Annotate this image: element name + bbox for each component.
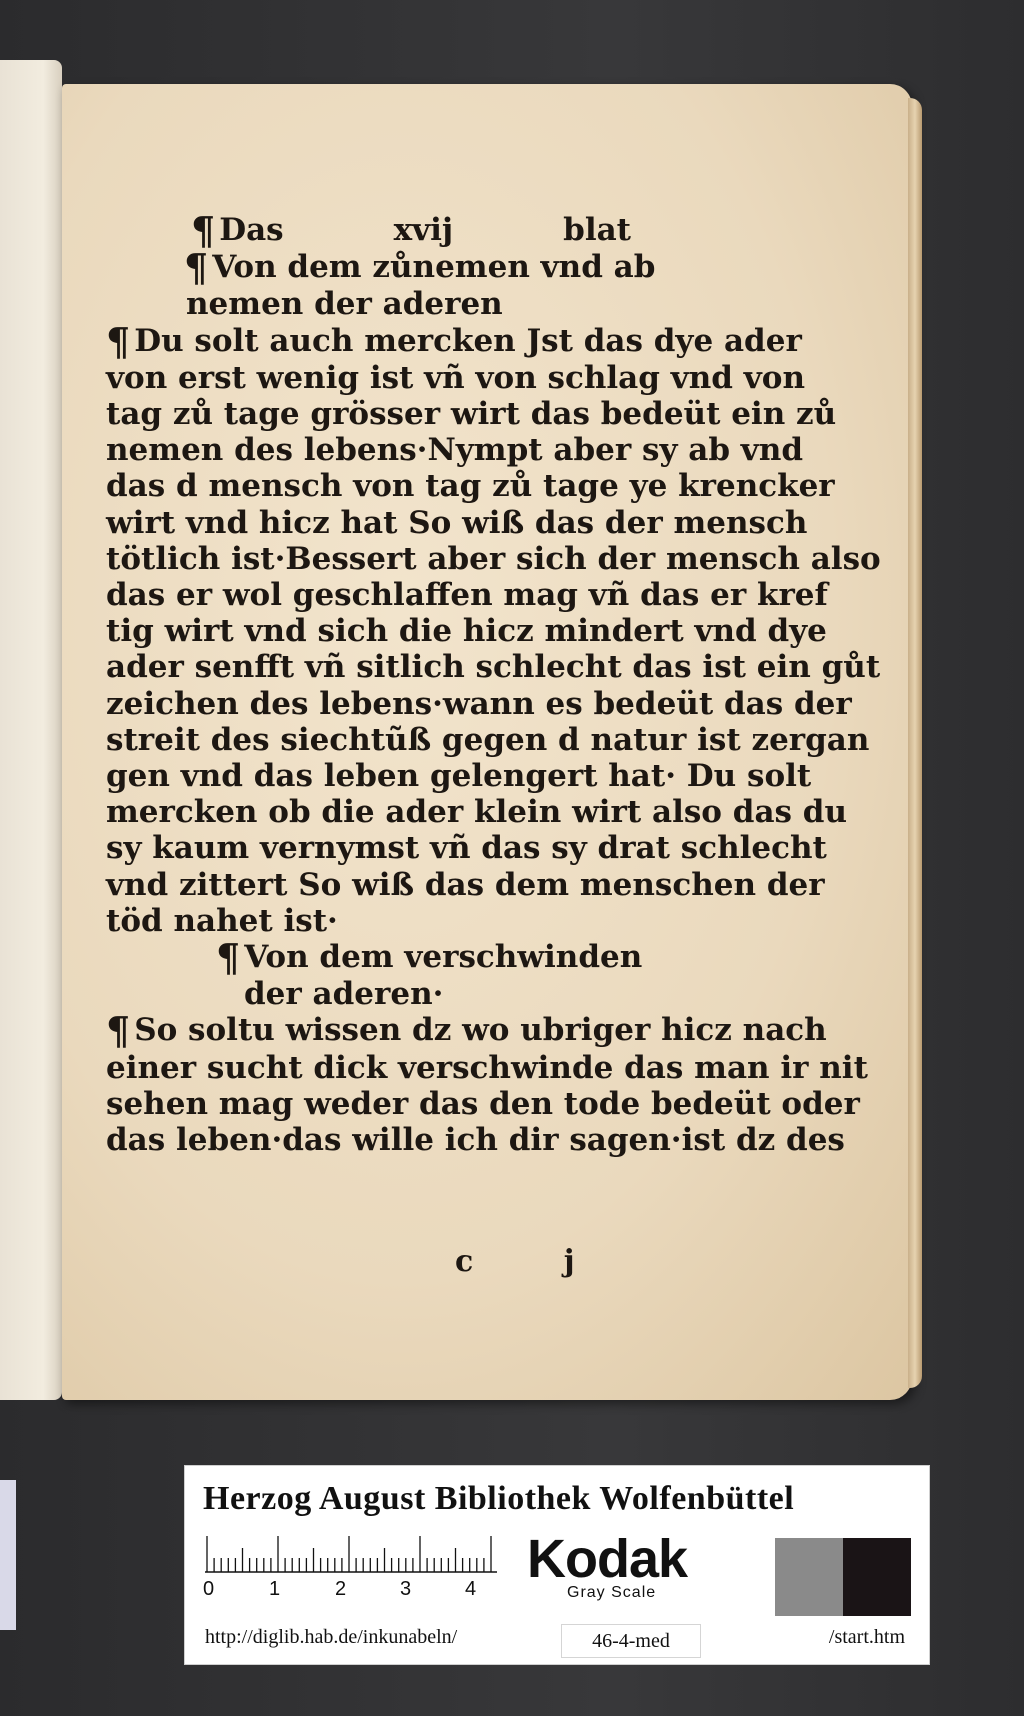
ruler-number: 3 <box>400 1578 412 1600</box>
text-line: tötlich ist·Bessert aber sich der mensch also <box>106 540 881 577</box>
text-line: ¶ So soltu wissen dz wo ubriger hicz nach <box>106 1008 827 1054</box>
kodak-logo: Kodak <box>527 1529 688 1589</box>
text-line: zeichen des lebens·wann es bedeüt das der <box>106 685 852 722</box>
folio-number: xvij <box>393 212 454 248</box>
pilcrow-icon: ¶ <box>216 935 241 981</box>
text-line: ¶ Du solt auch mercken Jst das dye ader <box>106 318 802 364</box>
text-line: sehen mag weder das den tode bedeüt oder <box>106 1085 860 1122</box>
text-line: streit des siechtũß gegen d natur ist zergan <box>106 721 870 758</box>
heading-line: ¶ Von dem zůnemen vnd ab <box>184 245 656 291</box>
text-line: wirt vnd hicz hat So wiß das der mensch <box>106 504 808 541</box>
start-page-path: /start.htm <box>828 1626 905 1648</box>
text-line: nemen des lebens·Nympt aber sy ab vnd <box>106 432 804 469</box>
text-line: sy kaum vernymst vñ das sy drat schlecht <box>106 830 827 867</box>
text-line: von erst wenig ist vñ von schlag vnd von <box>106 359 805 396</box>
black-swatch <box>843 1538 911 1616</box>
text-line: ader senfft vñ sitlich schlecht das ist ein gůt <box>106 649 881 686</box>
text-line: töd nahet ist· <box>106 902 338 939</box>
header-left: Das <box>219 212 284 248</box>
gray-scale-label: Gray Scale <box>567 1584 657 1601</box>
text-line: einer sucht dick verschwinde das man ir nit <box>106 1049 868 1086</box>
text-line: tig wirt vnd sich die hicz mindert vnd dye <box>106 613 827 650</box>
header-right: blat <box>563 212 631 248</box>
ruler-number: 4 <box>465 1578 477 1600</box>
text-line: tag zů tage grösser wirt das bedeüt ein zů <box>106 396 837 433</box>
page-fore-edge <box>908 98 922 1388</box>
ruler-scale <box>205 1532 497 1580</box>
pilcrow-icon: ¶ <box>106 1008 131 1054</box>
text-line: das d mensch von tag zů tage ye krencker <box>106 468 835 505</box>
heading-line: ¶ Von dem verschwinden <box>216 935 643 981</box>
signature-mark: c j <box>455 1244 615 1279</box>
text-line: mercken ob die ader klein wirt also das du <box>106 794 847 831</box>
page-text <box>106 208 881 1159</box>
ruler-numbers <box>203 1578 503 1606</box>
gray-swatch <box>775 1538 843 1616</box>
facing-page-tab <box>0 1480 16 1630</box>
heading-line: der aderen· <box>244 976 444 1013</box>
text-line: gen vnd das leben gelengert hat· Du solt <box>106 758 812 795</box>
book-page <box>62 84 912 1400</box>
ruler-number: 0 <box>203 1578 215 1600</box>
text-line: das er wol geschlaffen mag vñ das er kref <box>106 577 828 614</box>
heading-line: nemen der aderen <box>186 286 503 323</box>
running-header <box>191 208 631 253</box>
white-swatch <box>705 1538 765 1616</box>
ruler-number: 2 <box>335 1578 347 1600</box>
pilcrow-icon: ¶ <box>106 318 131 364</box>
text-line: das leben·das wille ich dir sagen·ist dz des <box>106 1122 845 1159</box>
shelfmark: 46-4-med <box>561 1624 701 1658</box>
facing-page-edge <box>0 60 62 1400</box>
ruler-number: 1 <box>269 1578 281 1600</box>
library-title: Herzog August Bibliothek Wolfenbüttel <box>203 1480 795 1517</box>
text-line: vnd zittert So wiß das dem menschen der <box>106 866 825 903</box>
pilcrow-icon: ¶ <box>191 208 216 253</box>
digital-library-url: http://diglib.hab.de/inkunabeln/ <box>205 1626 458 1648</box>
library-color-card <box>184 1465 930 1665</box>
pilcrow-icon: ¶ <box>184 245 209 291</box>
